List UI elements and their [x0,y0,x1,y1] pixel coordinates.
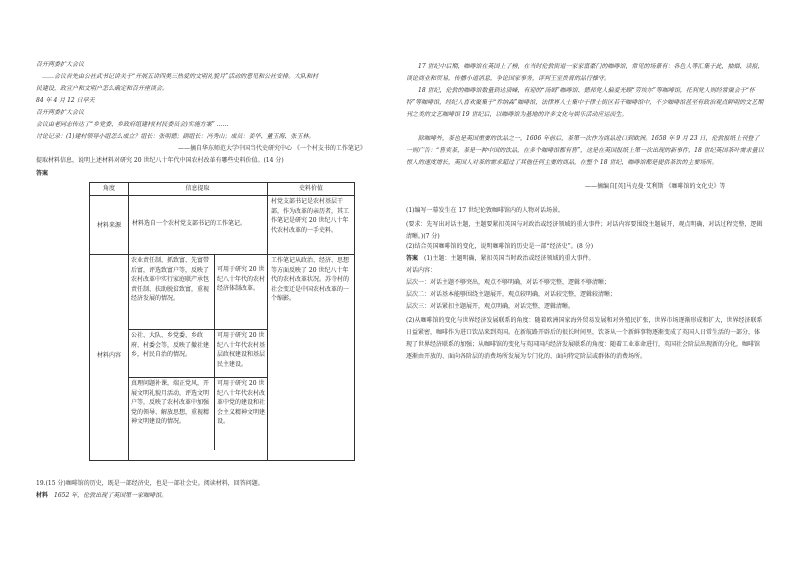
source-right: ——摘编自[英]马克曼·艾利斯 《咖啡馆的文化史》等 [585,183,726,190]
material-label: 材料 [36,492,49,499]
source-line: ——摘自华东师范大学中国当代史研究中心 《一个村支书的工作笔记》 [178,145,366,152]
meeting-title-2: 召开两委扩大会议 [36,109,85,116]
question-19: 19.(15 分)咖啡馆的历史，既是一部经济史，也是一部社会史。阅读材料，回答问题。 [36,480,264,487]
meeting-line: 会议由老同志传达了“乡党委、乡政府组建村(村民委员会)实施方案” …… [36,121,229,128]
sub3-value: 可用于研究 20 世纪八十年代农村改革中党的建设和社会主义精神文明建设。 [217,380,266,426]
meeting-line: 讨论记录：(1)建村领导小组怎么成立？组长：张明德；副组长：冯秀山；成员：姜华、董玉海、张玉林。 [36,133,315,140]
sub2-info: 公社、大队、乡党委、乡政府、村委会等，反映了撤社建乡，村民自治的情况。 [131,332,210,359]
material-p2: 18 世纪，伦敦的咖啡馆数量到达顶峰，有迎的“汤姆”咖啡馆、德邦党人偏爱光顾“劳埃尔”等咖啡馆，托利党人则经常聚会于“怀特”等咖啡馆，经纪人喜欢聚集于“乔纳森”咖啡馆，法律界人士集中于律士街区若干咖啡馆中，不少咖啡馆甚至有政治观点鲜明的文艺期刊之类的文艺咖啡馆 19 世纪后，以咖啡馆为基地的许多文化与娱乐活动应运而生。 [406,87,764,118]
sub3-info: 真理问题补课，端正党风，开展文明礼貌月活动，评选文明户等，反映了农村改革中加强党的领导、解放思想，重视精神文明建设的情况。 [131,380,210,426]
header-angle: 角度 [102,185,115,192]
answer-label: 答案 [36,170,49,177]
row1-label: 材料来源 [96,222,121,229]
row2-label: 材料内容 [96,352,121,359]
answer-2: (2)从咖啡馆的变化与世界经济发展联系的角度：随着欧洲国家海外贸易发展和对外殖民扩张，世界市场逐渐形成和扩大，世界经济联系日益紧密，咖啡作为进口饮品来到英国。在新航路开辟后的很长时间里，饮茶从一个新鲜事物逐渐变成了英国人日常生活的一部分，体现了世界经济联系的加强；从咖啡馆的变化与英国国内经济发展联系的角度：随着工业革命进行，英国社会阶层出现新的分化，咖啡馆逐渐由开放的、面向各阶层的消费场所发展为专门化的、面向特定阶层或群体的消费场所。 [406,317,763,360]
sub-question-1: (1)编写一幕发生在 17 世纪伦敦咖啡馆内的人物对话场景。 [406,207,564,214]
sub1-info: 农业责任制、抓致富、先富带后富，评选致富户等，反映了农村改革中实行家庭联产承包责任制、扶助脱贫致富，重视经济发展的情况。 [131,257,210,303]
sub-question-2: (2)结合英国咖啡馆的变化，说明咖啡馆的历史是一部“经济史”。(8 分) [406,243,594,250]
material-p1: 17 世纪中后期，咖啡馆在英国上了榜，在当时伦敦街道一家家富豪门的咖啡馆，常见的场景有：各色人等汇集于此，抽烟、读报，谈论商业和贸易，传播小道消息，争论国家事务，评判王室贵胄的品行操守。 [406,63,764,82]
sub1-value: 可用于研究 20 世纪八十年代的农村经济体制改革。 [217,266,266,293]
requirement: (要求：先写出对话主题，主题要紧扣英国与对政治或经济领域的重大事件；对话内容要围绕主题展开，观点明确，对话过程完整，逻辑清晰。)(7 分) [406,221,763,240]
material-p3: 除咖啡外，茶也是英国重要的饮品之一，1606 年前后，茶第一次作为商品进口到欧洲。1658 年 9 月 23 日，伦敦报纸上刊登了一则广告：“售卖茶，茶是一种中国的饮品，在多个咖啡馆都有售”，这是在英国报纸上第一次出现的新事件，18 世纪英国茶叶需求量以惊人的速度增长，英国人对茶的需求超过了其他任何主要的商品，在整个 18 世纪，咖啡馆都是提供茶饮的主要场所。 [406,135,764,166]
meeting-line: ……会议首先由公社武书记讲关于“开展五讲四美三热爱的文明礼貌月”活动的意见和公社安排。大队和村 [42,73,319,80]
answer-table [89,182,355,461]
dialog-label: 对话内容： [406,267,437,274]
level-2: 层次二：对话基本能够围绕主题展开，观点较明确，对话较完整，逻辑较清晰； [406,291,617,298]
answer-label-right: 答案 [406,255,419,262]
meeting-line: 民建设，政宣户和文明户怎么确定和召开座谈会。 [36,85,169,92]
row2-value: 工作笔记从政治、经济、思想等方面反映了 20 世纪八十年代的农村改革状况。苏寺村的社会变迁是中国农村改革的一个缩影。 [271,257,350,303]
header-info: 信息提取 [185,185,210,192]
level-1: 层次一：对话主题不够突出，观点不够明确，对话不够完整，逻辑不够清晰； [406,279,611,286]
answer-1: (1)主题：主题明确，紧扣英国当时政治或经济领域的重大事件。 [424,255,595,262]
meeting-title-1: 召开两委扩大会议 [36,61,85,68]
sub2-value: 可用于研究 20 世纪八十年代农村基层政权建设和基层民主建设。 [217,332,266,368]
header-value: 史料价值 [298,185,323,192]
date-line: 84 年 4 月 12 日早天 [36,97,95,104]
material-text: 1652 年，伦敦出现了英国第一家咖啡馆。 [54,492,168,499]
row1-info: 材料选自一个农村党支部书记的工作笔记。 [132,220,247,227]
row1-value: 村党支部书记是农村基层干部，作为改革的亲历者，其工作笔记是研究 20 世纪八十年代农村改革的一手史料。 [271,198,350,234]
level-3: 层次三：对话紧扣主题展开，观点明确，对话完整，逻辑清晰。 [406,303,575,310]
question-line: 提取材料信息，说明上述材料对研究 20 世纪八十年代中国农村改革有哪些史料价值。(14 分) [36,157,284,164]
